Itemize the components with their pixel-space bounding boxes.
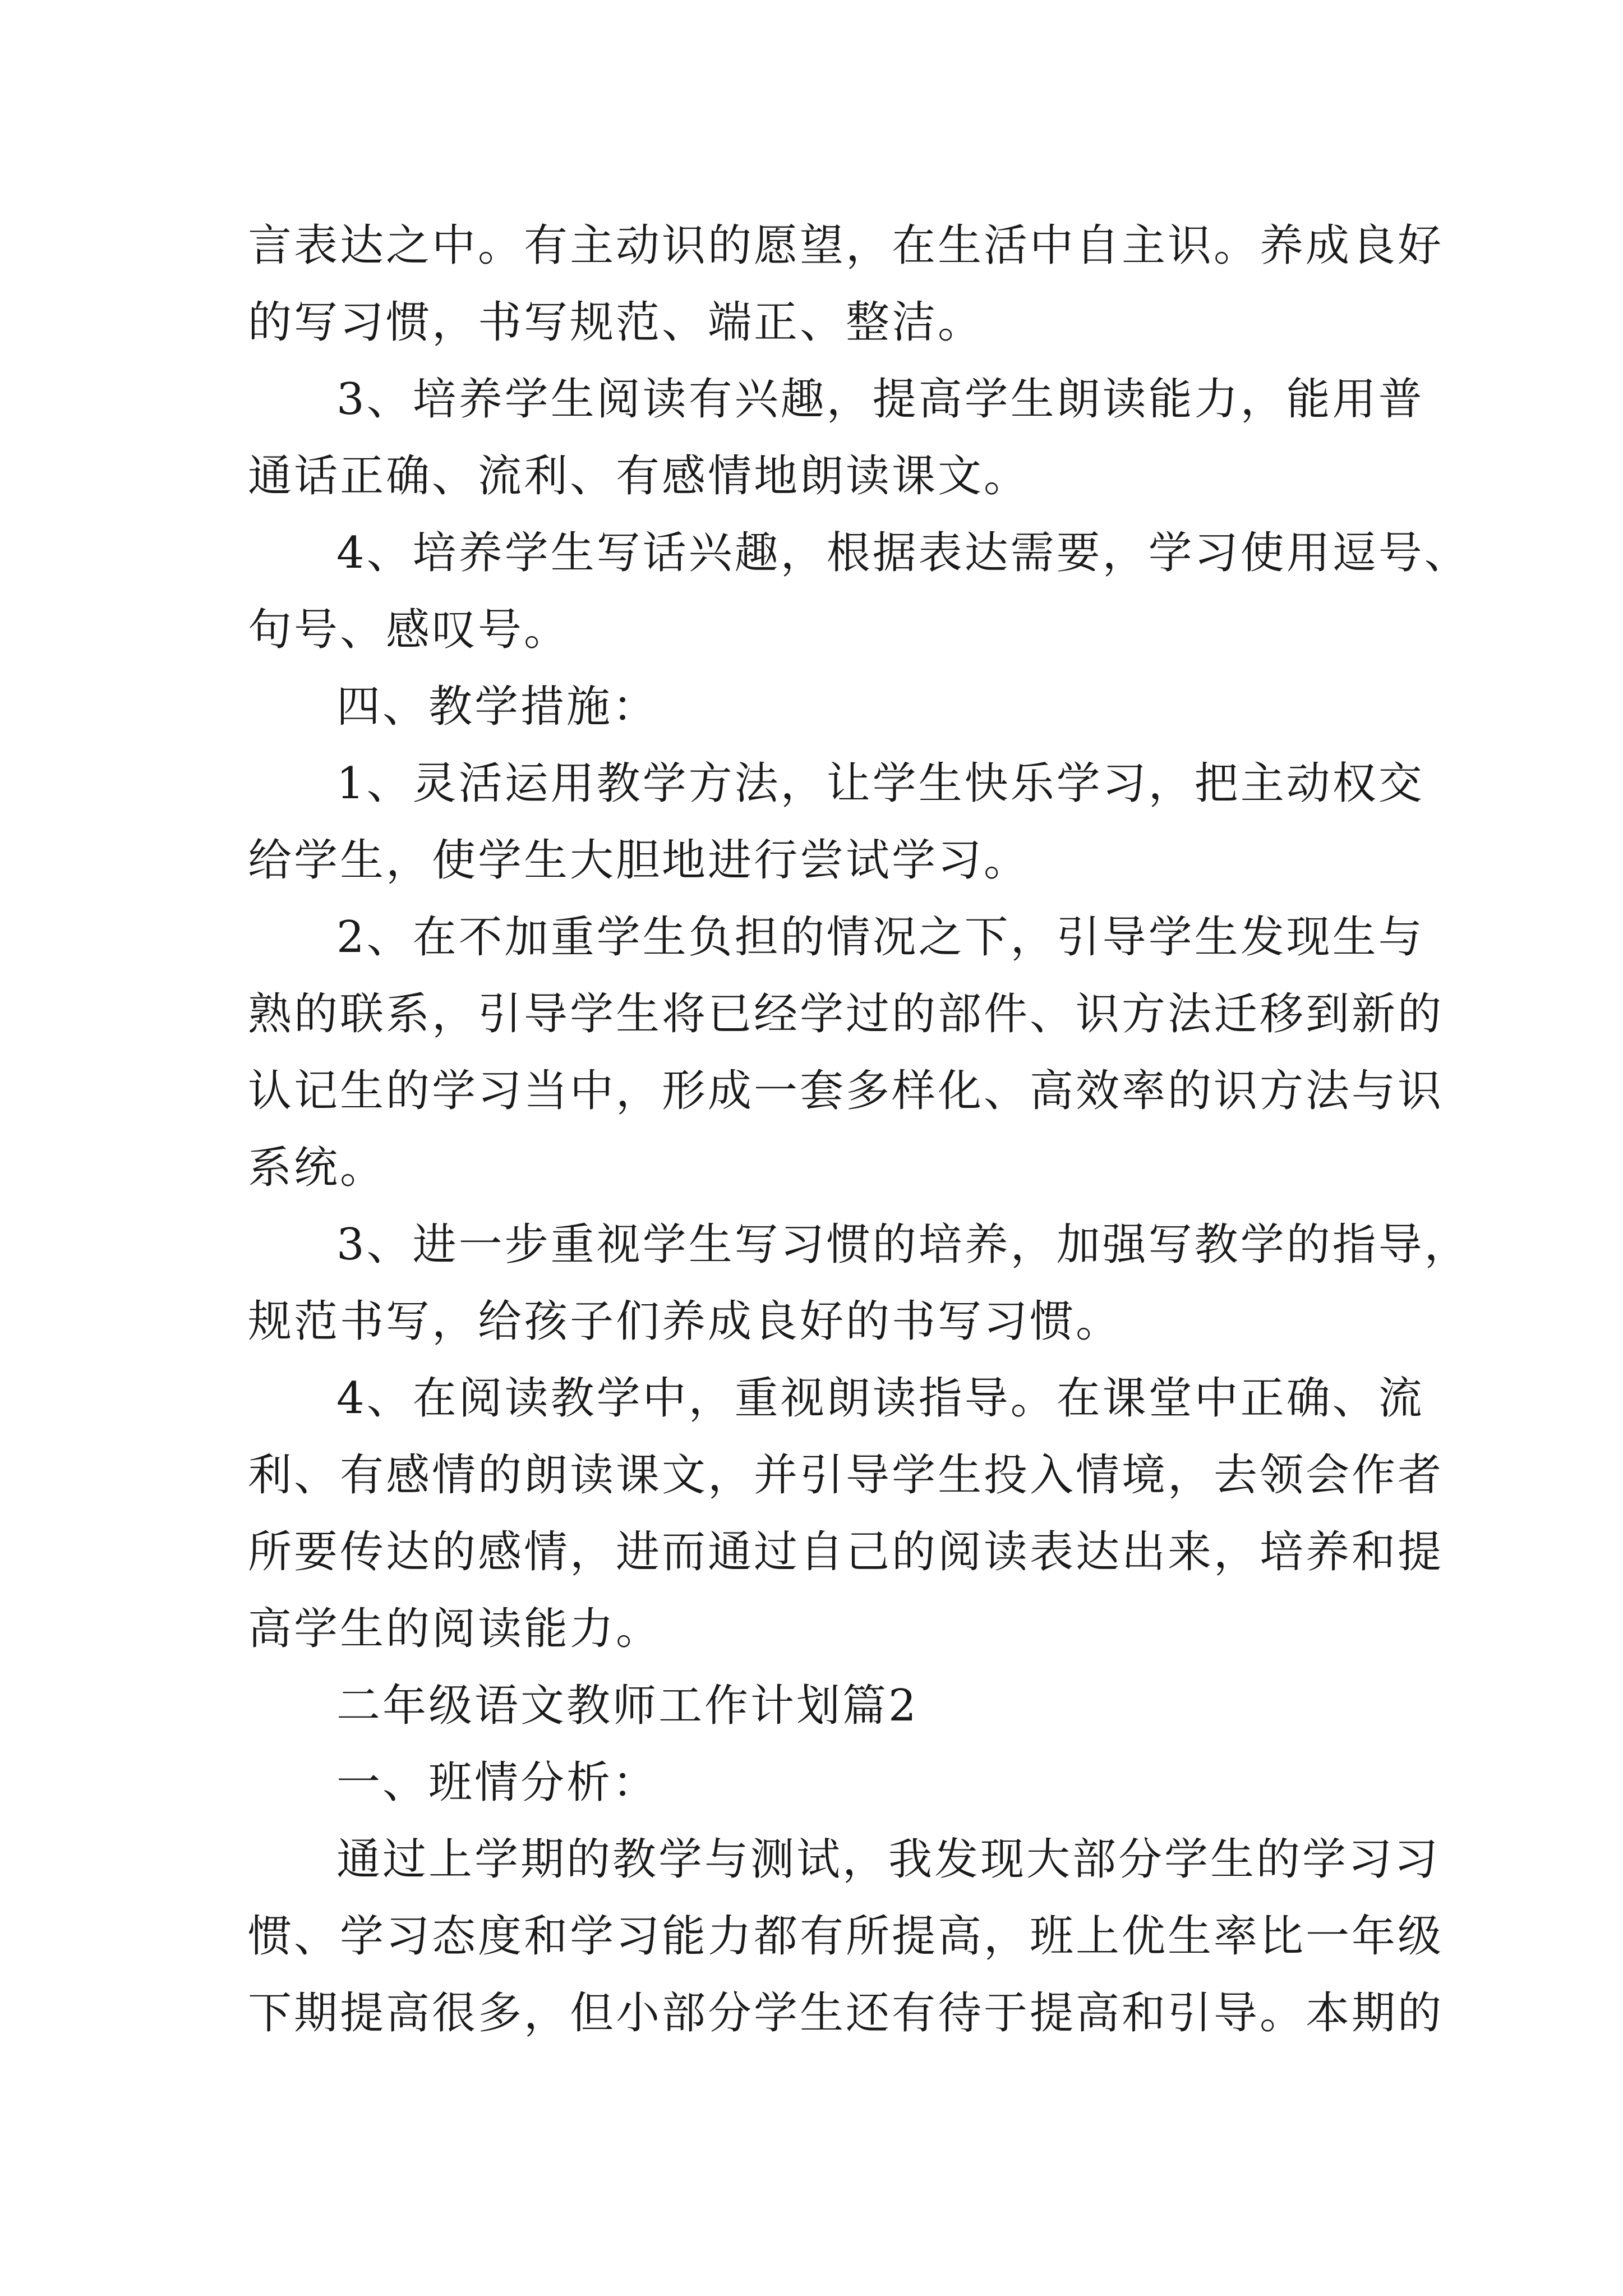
text-line: 4、培养学生写话兴趣，根据表达需要，学习使用逗号、: [336, 528, 1470, 578]
text-line: 高学生的阅读能力。: [248, 1604, 662, 1654]
text-line: 1、灵活运用教学方法，让学生快乐学习，把主动权交: [336, 758, 1424, 809]
section-heading: 四、教学措施：: [336, 682, 659, 732]
text-line: 3、培养学生阅读有兴趣，提高学生朗读能力，能用普: [336, 374, 1424, 425]
text-line: 的写习惯，书写规范、端正、整洁。: [248, 297, 984, 348]
text-line: 4、在阅读教学中，重视朗读指导。在课堂中正确、流: [336, 1373, 1424, 1424]
text-line: 句号、感叹号。: [248, 605, 570, 655]
section-heading: 一、班情分析：: [336, 1757, 659, 1808]
document-body: [248, 208, 1470, 2052]
text-line: 规范书写，给孩子们养成良好的书写习惯。: [248, 1296, 1122, 1347]
text-line: 言表达之中。有主动识的愿望，在生活中自主识。养成良好: [248, 220, 1444, 271]
text-line: 3、进一步重视学生写习惯的培养，加强写教学的指导，: [336, 1220, 1470, 1270]
text-line: 下期提高很多，但小部分学生还有待于提高和引导。本期的: [248, 1988, 1444, 2039]
text-line: 所要传达的感情，进而通过自己的阅读表达出来，培养和提: [248, 1527, 1444, 1577]
text-line: 通话正确、流利、有感情地朗读课文。: [248, 451, 1030, 501]
text-line: 2、在不加重学生负担的情况之下，引导学生发现生与: [336, 912, 1424, 963]
text-line: 熟的联系，引导学生将已经学过的部件、识方法迁移到新的: [248, 989, 1444, 1039]
article-title: 二年级语文教师工作计划篇2: [336, 1681, 919, 1731]
text-line: 通过上学期的教学与测试，我发现大部分学生的学习习: [336, 1834, 1441, 1885]
text-line: 利、有感情的朗读课文，并引导学生投入情境，去领会作者: [248, 1450, 1444, 1501]
text-line: 惯、学习态度和学习能力都有所提高，班上优生率比一年级: [248, 1911, 1444, 1962]
text-line: 系统。: [248, 1143, 386, 1193]
text-line: 认记生的学习当中，形成一套多样化、高效率的识方法与识: [248, 1066, 1444, 1116]
text-line: 给学生，使学生大胆地进行尝试学习。: [248, 835, 1030, 886]
